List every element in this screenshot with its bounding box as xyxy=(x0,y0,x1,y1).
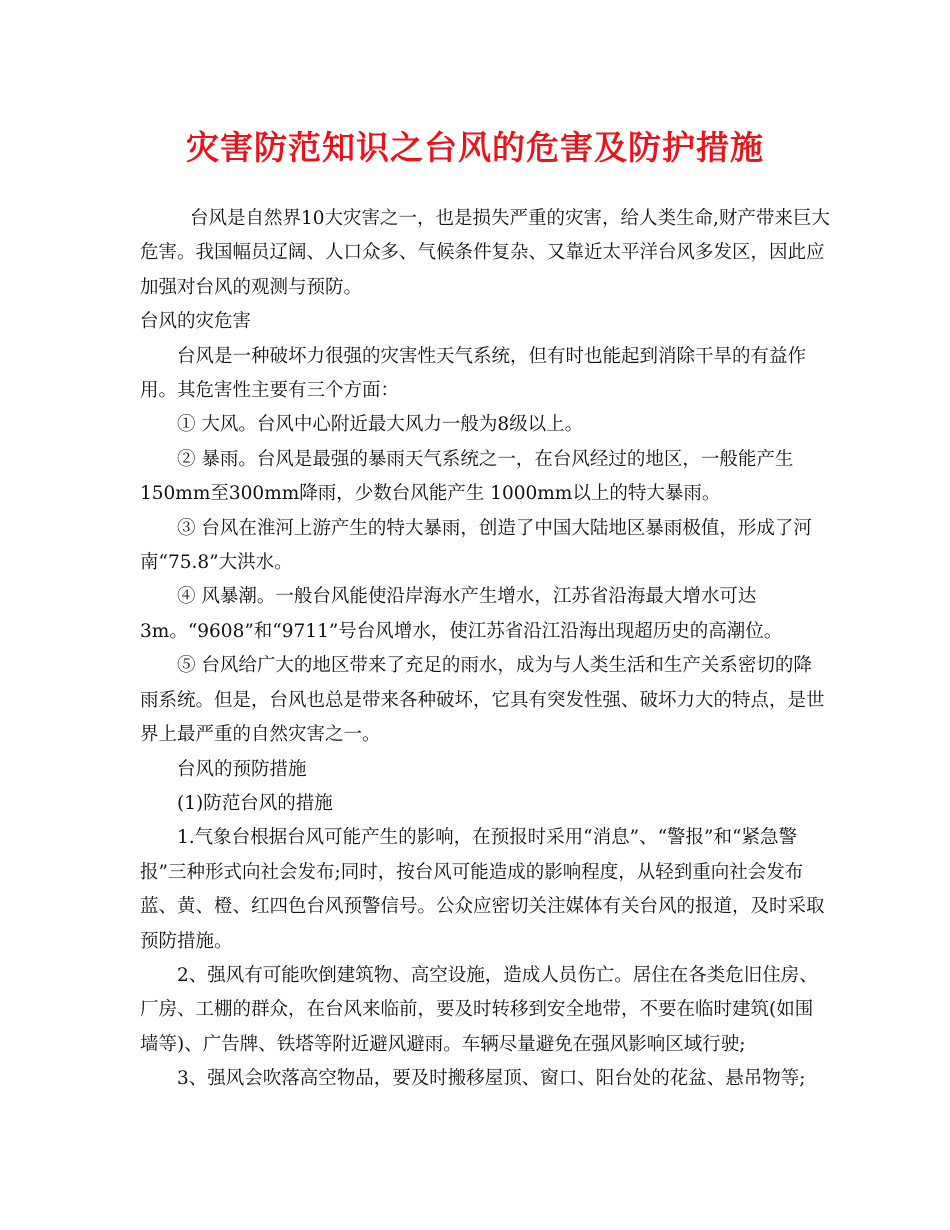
section-heading-prevention: 台风的预防措施 xyxy=(177,758,307,780)
subsection-heading-measures: (1)防范台风的措施 xyxy=(177,792,333,814)
list-item-wind: ① 大风。台风中心附近最大风力一般为8级以上。 xyxy=(177,414,584,436)
measure-item-1: 1.气象台根据台风可能产生的影响，在预报时采用“消息”、“警报”和“紧急警报”三种形式向社会发布;同时，按台风可能造成的影响程度，从轻到重向社会发布蓝、黄、橙、红四色台风预警信号。公众应密切关注媒体有关台风的报道，及时采取预防措施。 xyxy=(140,827,825,952)
list-item-rainfall-system: ⑤ 台风给广大的地区带来了充足的雨水，成为与人类生活和生产关系密切的降雨系统。但是，台风也总是带来各种破坏，它具有突发性强、破坏力大的特点，是世界上最严重的自然灾害之一。 xyxy=(140,655,825,746)
measure-item-2: 2、强风有可能吹倒建筑物、高空设施，造成人员伤亡。居住在各类危旧住房、厂房、工棚的群众，在台风来临前，要及时转移到安全地带，不要在临时建筑(如围墙等)、广告牌、铁塔等附近避风避雨。车辆尽量避免在强风影响区域行驶; xyxy=(140,964,818,1055)
section-heading-hazards: 台风的灾危害 xyxy=(140,311,252,333)
intro-paragraph: 台风是自然界10大灾害之一，也是损失严重的灾害，给人类生命,财产带来巨大危害。我国幅员辽阔、人口众多、气候条件复杂、又靠近太平洋台风多发区，因此应加强对台风的观测与预防。 xyxy=(140,208,830,298)
document-body xyxy=(140,202,830,1097)
paragraph-hazards-overview: 台风是一种破坏力很强的灾害性天气系统，但有时也能起到消除干旱的有益作用。其危害性主要有三个方面： xyxy=(140,345,807,402)
list-item-huaihe-rainstorm: ③ 台风在淮河上游产生的特大暴雨，创造了中国大陆地区暴雨极值，形成了河南“75.8”大洪水。 xyxy=(140,517,812,574)
document-title: 灾害防范知识之台风的危害及防护措施 xyxy=(186,128,764,167)
list-item-rainstorm: ② 暴雨。台风是最强的暴雨天气系统之一，在台风经过的地区，一般能产生150mm至300mm降雨，少数台风能产生 1000mm以上的特大暴雨。 xyxy=(140,448,794,505)
measure-item-3: 3、强风会吹落高空物品，要及时搬移屋顶、窗口、阳台处的花盆、悬吊物等; xyxy=(177,1068,806,1090)
list-item-storm-surge: ④ 风暴潮。一般台风能使沿岸海水产生增水，江苏省沿海最大增水可达3m。“9608”和“9711”号台风增水，使江苏省沿江沿海出现超历史的高潮位。 xyxy=(140,586,783,642)
